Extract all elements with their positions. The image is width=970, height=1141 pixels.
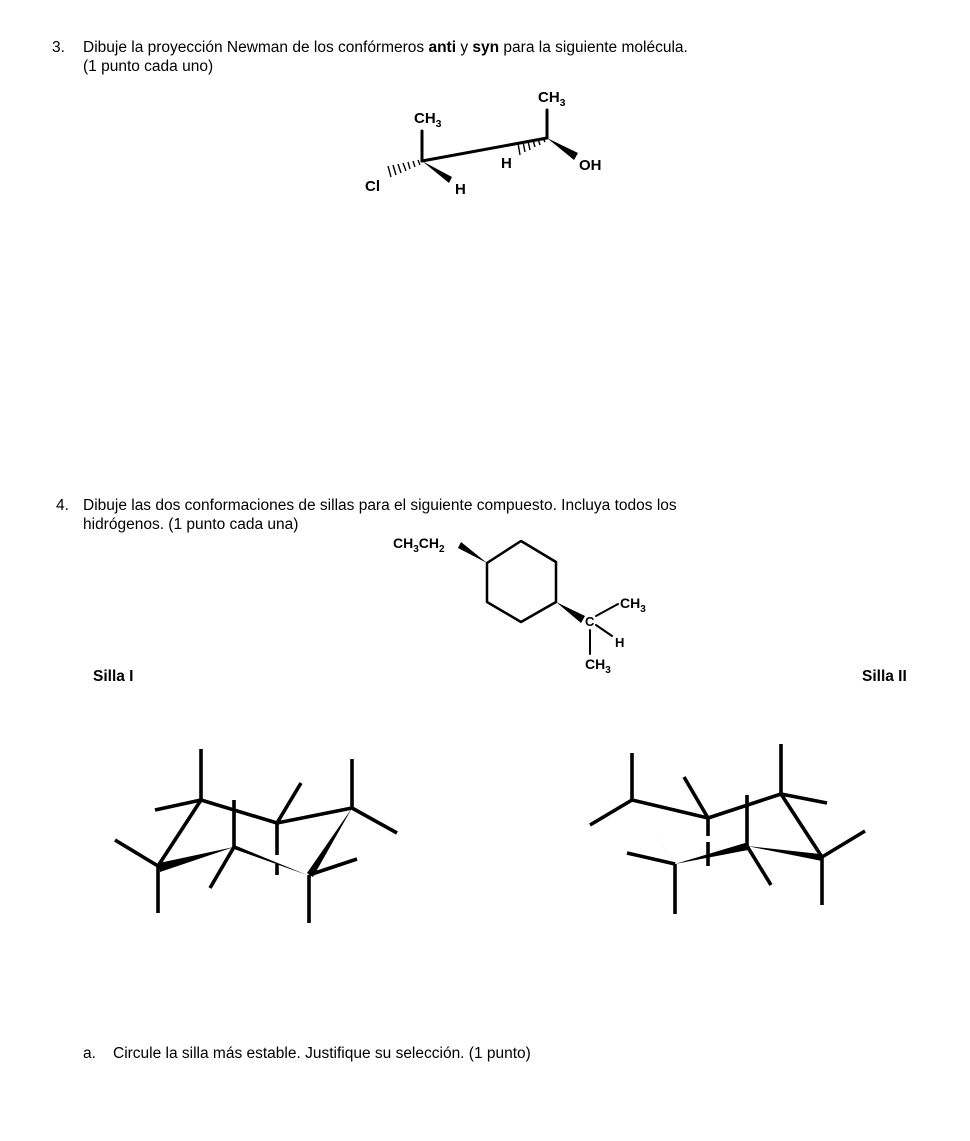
question-3-line-2: (1 punto cada uno) <box>83 58 214 75</box>
ch3-right-label: $CH_3$ <box>538 89 566 109</box>
question-4a-text: Circule la silla más estable. Justifique su selección. (1 punto) <box>113 1045 531 1062</box>
ethyl-label: $CH_3CH_2$ <box>393 535 445 555</box>
cl-label: Cl <box>365 178 380 195</box>
question-3-number: 3. <box>52 39 65 56</box>
anti-keyword: anti <box>428 39 457 56</box>
question-4-number: 4. <box>56 497 69 514</box>
c-center-label: C <box>585 614 595 629</box>
h-label-4: H <box>615 635 625 650</box>
h-right-label: H <box>501 155 512 172</box>
ch3-bottom-label: $CH_3$ <box>585 656 611 676</box>
chair-2-label: Silla II <box>862 668 907 685</box>
h-left-label: H <box>455 181 466 198</box>
question-4-line-1: Dibuje las dos conformaciones de sillas para el siguiente compuesto. Incluya todos los <box>83 497 677 514</box>
chair-1-label: Silla I <box>93 668 134 685</box>
ch3-left-label: $CH_3$ <box>414 110 442 130</box>
question-3-line-1: Dibuje la proyección Newman de los confórmeros anti y syn para la siguiente molécula. <box>83 39 688 56</box>
question-4-line-2: hidrógenos. (1 punto cada una) <box>83 516 299 533</box>
oh-label: OH <box>579 157 602 174</box>
syn-keyword: syn <box>472 39 500 56</box>
question-4a-letter: a. <box>83 1045 96 1062</box>
question-4a <box>83 1044 943 1066</box>
ch3-top-label: $CH_3$ <box>620 595 646 615</box>
